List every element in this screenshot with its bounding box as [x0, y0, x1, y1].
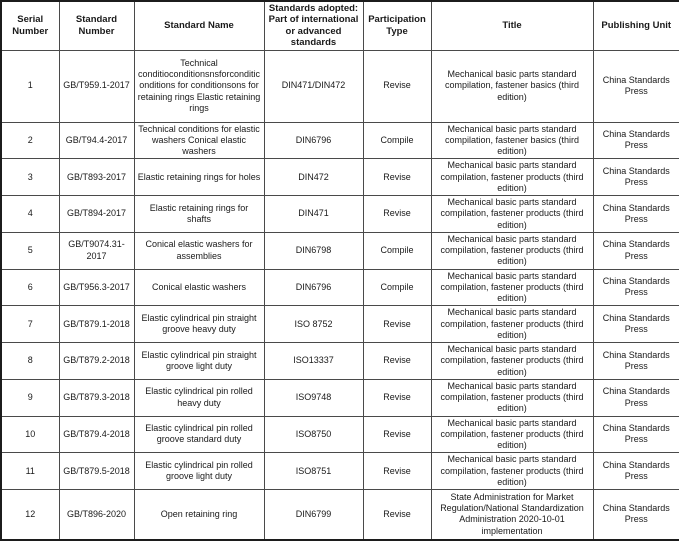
cell-adopted: DIN471	[264, 196, 363, 233]
cell-standard-number: GB/T894-2017	[59, 196, 134, 233]
table-row	[1, 416, 679, 453]
cell-standard-number: GB/T959.1-2017	[59, 50, 134, 122]
cell-standard-number: GB/T956.3-2017	[59, 269, 134, 306]
cell-title: Mechanical basic parts standard compilation, fastener products (third edition)	[431, 379, 593, 416]
cell-standard-number: GB/T879.2-2018	[59, 343, 134, 380]
cell-adopted: ISO8751	[264, 453, 363, 490]
cell-serial: 3	[1, 159, 59, 196]
col-header-title: Title	[431, 1, 593, 50]
cell-title: Mechanical basic parts standard compilation, fastener products (third edition)	[431, 306, 593, 343]
cell-participation: Revise	[363, 159, 431, 196]
cell-standard-name: Elastic cylindrical pin straight groove heavy duty	[134, 306, 264, 343]
cell-participation: Revise	[363, 453, 431, 490]
cell-participation: Revise	[363, 196, 431, 233]
cell-serial: 4	[1, 196, 59, 233]
cell-title: State Administration for Market Regulation/National Standardization Administration 2020-10-01 implementation	[431, 490, 593, 540]
cell-participation: Revise	[363, 306, 431, 343]
cell-adopted: ISO13337	[264, 343, 363, 380]
cell-publisher: China Standards Press	[593, 416, 679, 453]
cell-serial: 9	[1, 379, 59, 416]
table-row	[1, 122, 679, 159]
col-header-standards-adopted: Standards adopted: Part of international or advanced standards	[264, 1, 363, 50]
cell-publisher: China Standards Press	[593, 269, 679, 306]
cell-serial: 12	[1, 490, 59, 540]
cell-standard-number: GB/T893-2017	[59, 159, 134, 196]
cell-title: Mechanical basic parts standard compilation, fastener products (third edition)	[431, 232, 593, 269]
cell-participation: Compile	[363, 122, 431, 159]
cell-participation: Revise	[363, 416, 431, 453]
cell-publisher: China Standards Press	[593, 453, 679, 490]
table-row	[1, 196, 679, 233]
cell-title: Mechanical basic parts standard compilation, fastener products (third edition)	[431, 269, 593, 306]
cell-serial: 5	[1, 232, 59, 269]
table-row	[1, 379, 679, 416]
cell-serial: 7	[1, 306, 59, 343]
cell-publisher: China Standards Press	[593, 159, 679, 196]
cell-title: Mechanical basic parts standard compilation, fastener basics (third edition)	[431, 50, 593, 122]
table-row	[1, 232, 679, 269]
cell-serial: 10	[1, 416, 59, 453]
cell-standard-number: GB/T94.4-2017	[59, 122, 134, 159]
cell-publisher: China Standards Press	[593, 379, 679, 416]
cell-participation: Compile	[363, 269, 431, 306]
header-row	[1, 1, 679, 50]
cell-standard-name: Conical elastic washers for assemblies	[134, 232, 264, 269]
cell-serial: 1	[1, 50, 59, 122]
cell-serial: 11	[1, 453, 59, 490]
cell-title: Mechanical basic parts standard compilation, fastener products (third edition)	[431, 416, 593, 453]
cell-standard-name: Conical elastic washers	[134, 269, 264, 306]
cell-standard-number: GB/T879.1-2018	[59, 306, 134, 343]
cell-standard-name: Elastic cylindrical pin rolled groove standard duty	[134, 416, 264, 453]
cell-standard-name: Open retaining ring	[134, 490, 264, 540]
cell-adopted: DIN6799	[264, 490, 363, 540]
cell-serial: 6	[1, 269, 59, 306]
col-header-publishing-unit: Publishing Unit	[593, 1, 679, 50]
cell-adopted: DIN6798	[264, 232, 363, 269]
cell-adopted: ISO 8752	[264, 306, 363, 343]
cell-standard-name: Elastic cylindrical pin straight groove light duty	[134, 343, 264, 380]
cell-serial: 2	[1, 122, 59, 159]
cell-standard-name: Elastic retaining rings for holes	[134, 159, 264, 196]
cell-standard-name: Elastic retaining rings for shafts	[134, 196, 264, 233]
cell-publisher: China Standards Press	[593, 490, 679, 540]
cell-standard-name: Elastic cylindrical pin rolled heavy duty	[134, 379, 264, 416]
cell-publisher: China Standards Press	[593, 196, 679, 233]
col-header-participation-type: Participation Type	[363, 1, 431, 50]
cell-participation: Revise	[363, 50, 431, 122]
cell-serial: 8	[1, 343, 59, 380]
cell-publisher: China Standards Press	[593, 343, 679, 380]
cell-title: Mechanical basic parts standard compilation, fastener products (third edition)	[431, 159, 593, 196]
table-row	[1, 269, 679, 306]
cell-standard-number: GB/T879.4-2018	[59, 416, 134, 453]
cell-adopted: ISO9748	[264, 379, 363, 416]
cell-standard-name: Technical conditions for elastic washers Conical elastic washers	[134, 122, 264, 159]
col-header-serial-number: Serial Number	[1, 1, 59, 50]
table-row	[1, 159, 679, 196]
table-row	[1, 490, 679, 540]
table-row	[1, 343, 679, 380]
cell-publisher: China Standards Press	[593, 232, 679, 269]
cell-participation: Compile	[363, 232, 431, 269]
cell-title: Mechanical basic parts standard compilation, fastener products (third edition)	[431, 343, 593, 380]
cell-title: Mechanical basic parts standard compilation, fastener products (third edition)	[431, 196, 593, 233]
table-row	[1, 453, 679, 490]
cell-adopted: ISO8750	[264, 416, 363, 453]
cell-standard-number: GB/T879.3-2018	[59, 379, 134, 416]
table-row	[1, 306, 679, 343]
cell-standard-name: Technical conditioconditionsnsforconditiconditions for conditionsons for retaining rings Elastic retaining rings	[134, 50, 264, 122]
cell-title: Mechanical basic parts standard compilation, fastener basics (third edition)	[431, 122, 593, 159]
cell-adopted: DIN472	[264, 159, 363, 196]
table-row	[1, 50, 679, 122]
cell-adopted: DIN6796	[264, 122, 363, 159]
cell-standard-number: GB/T9074.31-2017	[59, 232, 134, 269]
cell-participation: Revise	[363, 343, 431, 380]
cell-publisher: China Standards Press	[593, 122, 679, 159]
cell-publisher: China Standards Press	[593, 50, 679, 122]
cell-participation: Revise	[363, 379, 431, 416]
cell-participation: Revise	[363, 490, 431, 540]
col-header-standard-name: Standard Name	[134, 1, 264, 50]
cell-standard-name: Elastic cylindrical pin rolled groove light duty	[134, 453, 264, 490]
cell-title: Mechanical basic parts standard compilation, fastener products (third edition)	[431, 453, 593, 490]
cell-standard-number: GB/T879.5-2018	[59, 453, 134, 490]
cell-standard-number: GB/T896-2020	[59, 490, 134, 540]
col-header-standard-number: Standard Number	[59, 1, 134, 50]
cell-publisher: China Standards Press	[593, 306, 679, 343]
cell-adopted: DIN6796	[264, 269, 363, 306]
cell-adopted: DIN471/DIN472	[264, 50, 363, 122]
